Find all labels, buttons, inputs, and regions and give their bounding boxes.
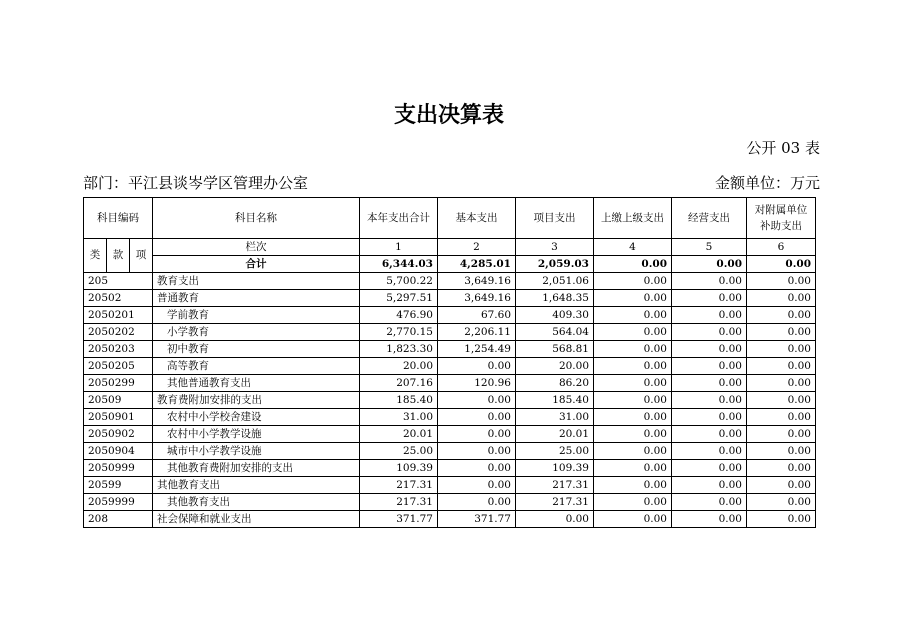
row-code: 2050201 (84, 307, 153, 324)
row-value: 0.00 (594, 375, 672, 392)
row-value: 20.01 (360, 426, 438, 443)
row-code: 2050901 (84, 409, 153, 426)
table-row (84, 511, 816, 528)
row-value: 1,648.35 (516, 290, 594, 307)
row-value: 0.00 (672, 358, 747, 375)
row-value: 0.00 (594, 443, 672, 460)
table-row (84, 273, 816, 290)
row-code: 2050203 (84, 341, 153, 358)
row-value: 0.00 (672, 392, 747, 409)
row-value: 0.00 (747, 392, 816, 409)
header-upper: 上缴上级支出 (594, 198, 672, 239)
row-code: 2050904 (84, 443, 153, 460)
row-value: 0.00 (672, 511, 747, 528)
table-row (84, 358, 816, 375)
row-value: 0.00 (594, 324, 672, 341)
row-value: 120.96 (438, 375, 516, 392)
row-value: 3,649.16 (438, 290, 516, 307)
header-basic: 基本支出 (438, 198, 516, 239)
table-row (84, 307, 816, 324)
row-value: 25.00 (516, 443, 594, 460)
row-value: 217.31 (360, 494, 438, 511)
row-value: 67.60 (438, 307, 516, 324)
col-number: 1 (360, 239, 438, 256)
row-code: 2050299 (84, 375, 153, 392)
row-value: 0.00 (747, 477, 816, 494)
row-value: 207.16 (360, 375, 438, 392)
row-value: 185.40 (360, 392, 438, 409)
row-value: 217.31 (516, 494, 594, 511)
row-value: 564.04 (516, 324, 594, 341)
row-value: 0.00 (747, 409, 816, 426)
row-value: 20.01 (516, 426, 594, 443)
row-name: 农村中小学教学设施 (153, 426, 360, 443)
total-label: 合计 (153, 256, 360, 273)
row-value: 5,700.22 (360, 273, 438, 290)
header-business: 经营支出 (672, 198, 747, 239)
table-row (84, 494, 816, 511)
table-row (84, 477, 816, 494)
row-value: 0.00 (747, 426, 816, 443)
row-value: 1,823.30 (360, 341, 438, 358)
row-code: 205 (84, 273, 153, 290)
table-row (84, 324, 816, 341)
row-value: 0.00 (672, 477, 747, 494)
row-value: 0.00 (594, 511, 672, 528)
row-code: 2050999 (84, 460, 153, 477)
table-row (84, 341, 816, 358)
row-code: 2059999 (84, 494, 153, 511)
row-code: 2050205 (84, 358, 153, 375)
header-subsidy: 对附属单位补助支出 (747, 198, 816, 239)
row-value: 0.00 (747, 273, 816, 290)
row-value: 0.00 (438, 426, 516, 443)
row-value: 1,254.49 (438, 341, 516, 358)
header-code-group: 科目编码 (84, 198, 153, 239)
table-row (84, 460, 816, 477)
row-value: 0.00 (438, 494, 516, 511)
row-value: 217.31 (516, 477, 594, 494)
row-value: 0.00 (438, 460, 516, 477)
row-value: 0.00 (747, 341, 816, 358)
row-value: 0.00 (747, 307, 816, 324)
row-value: 0.00 (438, 443, 516, 460)
row-name: 小学教育 (153, 324, 360, 341)
row-value: 0.00 (747, 358, 816, 375)
row-value: 0.00 (747, 494, 816, 511)
row-value: 0.00 (594, 494, 672, 511)
table-row (84, 426, 816, 443)
row-value: 31.00 (516, 409, 594, 426)
row-code: 20502 (84, 290, 153, 307)
header-xiang: 项 (130, 239, 153, 273)
col-number: 4 (594, 239, 672, 256)
unit-label: 金额单位：万元 (714, 174, 820, 192)
row-code: 208 (84, 511, 153, 528)
row-name: 城市中小学教学设施 (153, 443, 360, 460)
row-name: 社会保障和就业支出 (153, 511, 360, 528)
row-value: 31.00 (360, 409, 438, 426)
row-value: 0.00 (594, 290, 672, 307)
row-name: 其他普通教育支出 (153, 375, 360, 392)
row-code: 2050202 (84, 324, 153, 341)
row-name: 教育费附加安排的支出 (153, 392, 360, 409)
table-row (84, 443, 816, 460)
row-code: 2050902 (84, 426, 153, 443)
total-value: 2,059.03 (516, 256, 594, 273)
row-name: 其他教育支出 (153, 494, 360, 511)
row-value: 86.20 (516, 375, 594, 392)
row-value: 0.00 (672, 341, 747, 358)
table-row (84, 392, 816, 409)
row-value: 0.00 (594, 392, 672, 409)
row-value: 2,206.11 (438, 324, 516, 341)
row-value: 0.00 (438, 392, 516, 409)
table-body (84, 273, 816, 528)
header-lanci: 栏次 (153, 239, 360, 256)
total-value: 6,344.03 (360, 256, 438, 273)
row-value: 0.00 (672, 494, 747, 511)
row-value: 371.77 (360, 511, 438, 528)
row-value: 476.90 (360, 307, 438, 324)
row-code: 20509 (84, 392, 153, 409)
row-value: 3,649.16 (438, 273, 516, 290)
row-value: 0.00 (672, 290, 747, 307)
row-value: 5,297.51 (360, 290, 438, 307)
row-value: 217.31 (360, 477, 438, 494)
row-name: 其他教育费附加安排的支出 (153, 460, 360, 477)
row-value: 0.00 (672, 273, 747, 290)
table-row (84, 290, 816, 307)
row-value: 0.00 (594, 460, 672, 477)
row-value: 20.00 (360, 358, 438, 375)
row-name: 其他教育支出 (153, 477, 360, 494)
row-value: 568.81 (516, 341, 594, 358)
row-value: 0.00 (747, 375, 816, 392)
header-project: 项目支出 (516, 198, 594, 239)
form-number: 公开 03 表 (746, 139, 820, 157)
department-label: 部门：平江县谈岑学区管理办公室 (83, 174, 309, 192)
col-number: 6 (747, 239, 816, 256)
col-number: 3 (516, 239, 594, 256)
row-code: 20599 (84, 477, 153, 494)
row-value: 20.00 (516, 358, 594, 375)
row-value: 109.39 (360, 460, 438, 477)
row-value: 0.00 (672, 324, 747, 341)
total-value: 0.00 (672, 256, 747, 273)
table-row (84, 409, 816, 426)
row-value: 0.00 (594, 426, 672, 443)
row-value: 0.00 (672, 460, 747, 477)
row-name: 高等教育 (153, 358, 360, 375)
total-value: 0.00 (747, 256, 816, 273)
row-value: 0.00 (594, 477, 672, 494)
row-value: 0.00 (594, 341, 672, 358)
header-lei: 类 (84, 239, 107, 273)
table-row (84, 375, 816, 392)
row-value: 0.00 (594, 273, 672, 290)
row-value: 409.30 (516, 307, 594, 324)
header-kuan: 款 (107, 239, 130, 273)
row-value: 0.00 (594, 409, 672, 426)
row-name: 学前教育 (153, 307, 360, 324)
header-total: 本年支出合计 (360, 198, 438, 239)
col-number: 5 (672, 239, 747, 256)
row-name: 普通教育 (153, 290, 360, 307)
row-value: 0.00 (438, 409, 516, 426)
row-value: 0.00 (747, 443, 816, 460)
row-value: 371.77 (438, 511, 516, 528)
row-value: 0.00 (672, 375, 747, 392)
row-name: 农村中小学校舍建设 (153, 409, 360, 426)
row-name: 教育支出 (153, 273, 360, 290)
row-value: 25.00 (360, 443, 438, 460)
row-value: 185.40 (516, 392, 594, 409)
row-value: 0.00 (747, 460, 816, 477)
row-value: 109.39 (516, 460, 594, 477)
row-value: 2,051.06 (516, 273, 594, 290)
expenditure-table (83, 197, 816, 528)
row-value: 0.00 (672, 426, 747, 443)
total-value: 4,285.01 (438, 256, 516, 273)
row-value: 2,770.15 (360, 324, 438, 341)
total-value: 0.00 (594, 256, 672, 273)
row-value: 0.00 (594, 358, 672, 375)
row-value: 0.00 (672, 443, 747, 460)
row-value: 0.00 (672, 307, 747, 324)
row-name: 初中教育 (153, 341, 360, 358)
row-value: 0.00 (438, 358, 516, 375)
row-value: 0.00 (516, 511, 594, 528)
row-value: 0.00 (438, 477, 516, 494)
header-name: 科目名称 (153, 198, 360, 239)
row-value: 0.00 (747, 290, 816, 307)
page-title: 支出决算表 (393, 103, 504, 128)
col-number: 2 (438, 239, 516, 256)
row-value: 0.00 (747, 511, 816, 528)
row-value: 0.00 (747, 324, 816, 341)
row-value: 0.00 (672, 409, 747, 426)
row-value: 0.00 (594, 307, 672, 324)
